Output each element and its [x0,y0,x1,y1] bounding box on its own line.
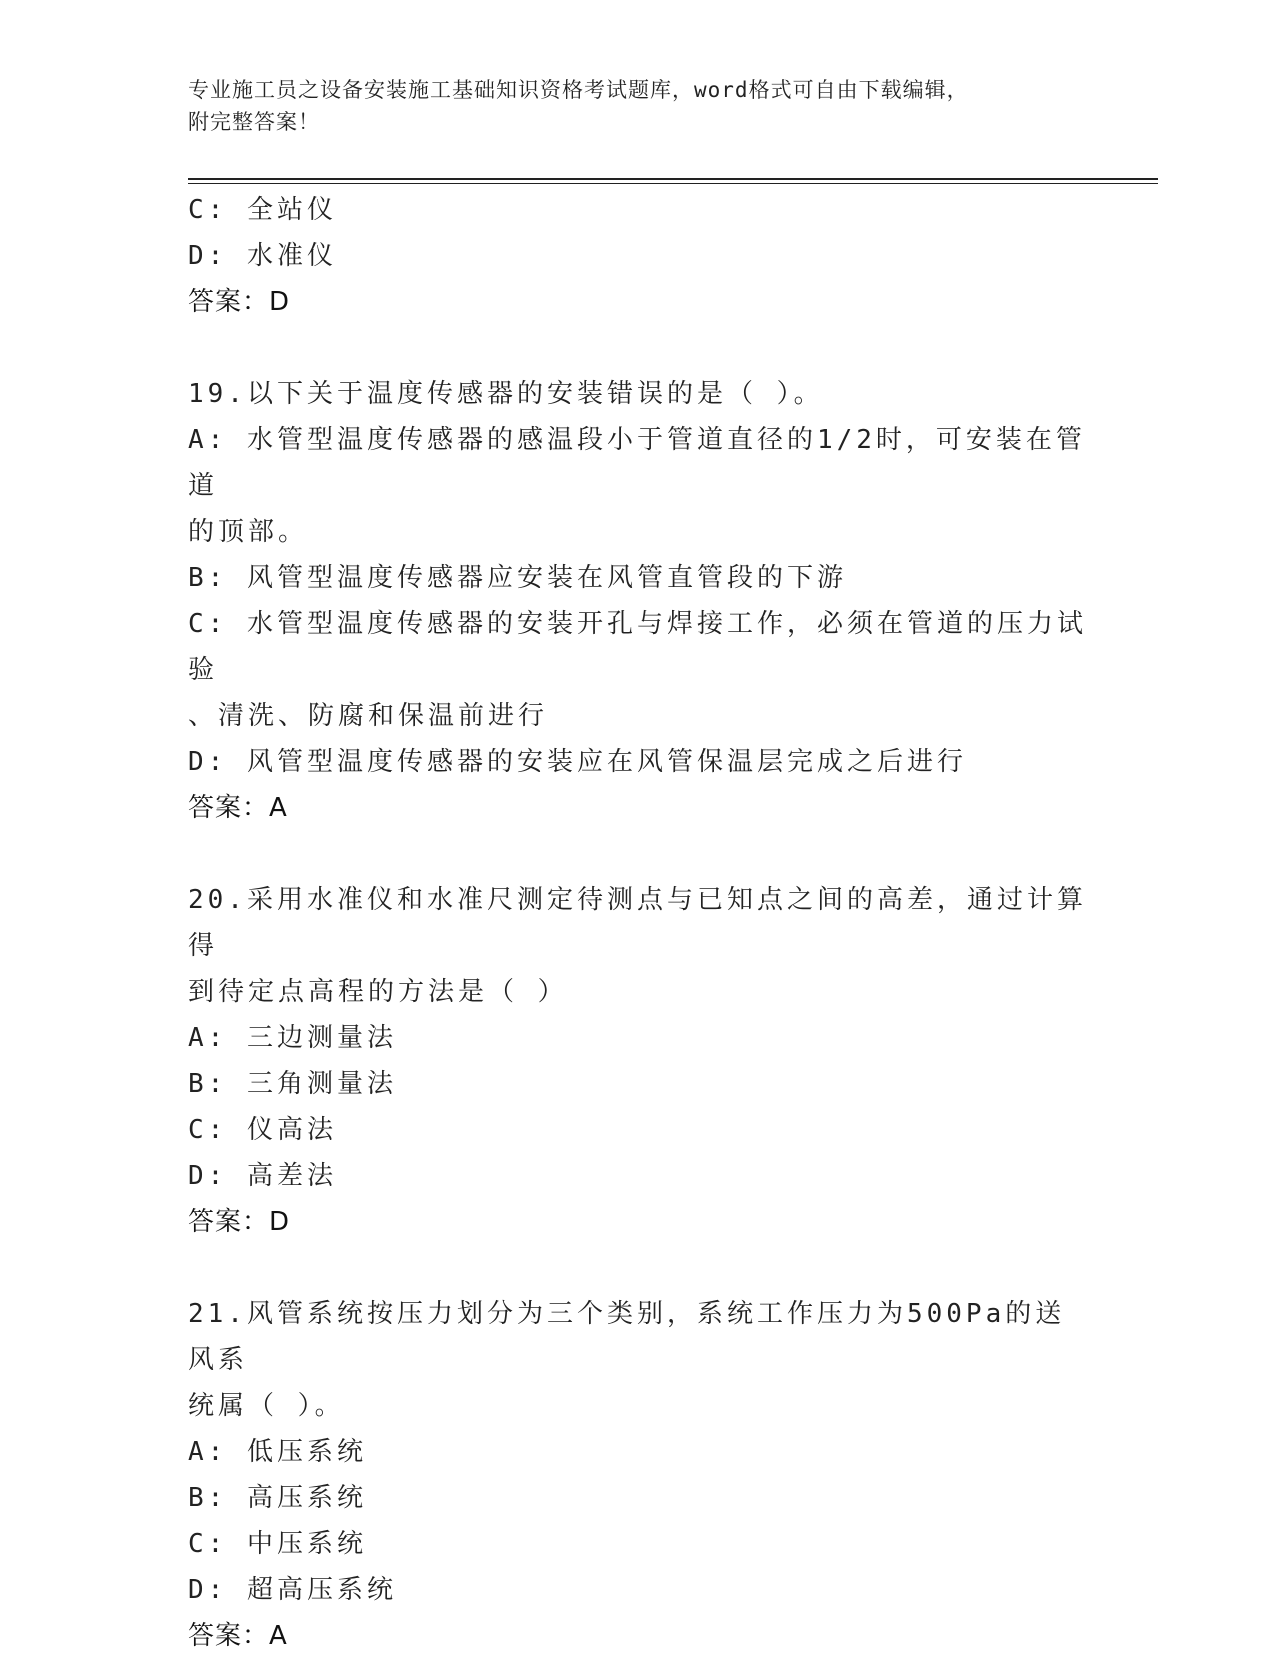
header-divider-thick [188,178,1158,180]
option-a: A: 水管型温度传感器的感温段小于管道直径的1/2时，可安装在管道 [188,425,1086,501]
question-stem: 20.采用水准仪和水准尺测定待测点与已知点之间的高差，通过计算得 [188,885,1087,961]
option-a: A: 三边测量法 [188,1023,397,1053]
option-d: D: 水准仪 [188,241,337,271]
option-c: C: 中压系统 [188,1529,367,1559]
question-19 [188,371,1088,831]
question-stem-continued: 到待定点高程的方法是（ ） [188,977,568,1007]
option-a-continued: 的顶部。 [188,517,309,547]
option-c: C: 水管型温度传感器的安装开孔与焊接工作，必须在管道的压力试验 [188,609,1087,685]
option-d: D: 高差法 [188,1161,337,1191]
option-b: B: 三角测量法 [188,1069,397,1099]
option-b: B: 高压系统 [188,1483,367,1513]
question-stem-continued: 统属（ ）。 [188,1391,345,1421]
question-21 [188,1291,1088,1659]
question-list [188,187,1088,1659]
question-stem: 21.风管系统按压力划分为三个类别，系统工作压力为500Pa的送风系 [188,1299,1066,1375]
option-c: C: 全站仪 [188,195,337,225]
spacer [188,325,1088,371]
carryover-block [188,187,1088,325]
option-d: D: 风管型温度传感器的安装应在风管保温层完成之后进行 [188,747,967,777]
option-d: D: 超高压系统 [188,1575,397,1605]
page-header [188,74,1088,138]
option-c-continued: 、清洗、防腐和保温前进行 [188,701,549,731]
answer-line: 答案：D [188,287,291,317]
option-b: B: 风管型温度传感器应安装在风管直管段的下游 [188,563,847,593]
option-c: C: 仪高法 [188,1115,337,1145]
option-a: A: 低压系统 [188,1437,367,1467]
header-title-line-2: 附完整答案！ [188,110,320,134]
question-20 [188,877,1088,1245]
answer-line: 答案：D [188,1207,291,1237]
header-divider-thin [188,183,1158,184]
answer-line: 答案：A [188,1621,288,1651]
header-title-line-1: 专业施工员之设备安装施工基础知识资格考试题库，word格式可自由下载编辑， [188,78,969,102]
spacer [188,1245,1088,1291]
question-stem: 19.以下关于温度传感器的安装错误的是（ ）。 [188,379,824,409]
spacer [188,831,1088,877]
answer-line: 答案：A [188,793,288,823]
